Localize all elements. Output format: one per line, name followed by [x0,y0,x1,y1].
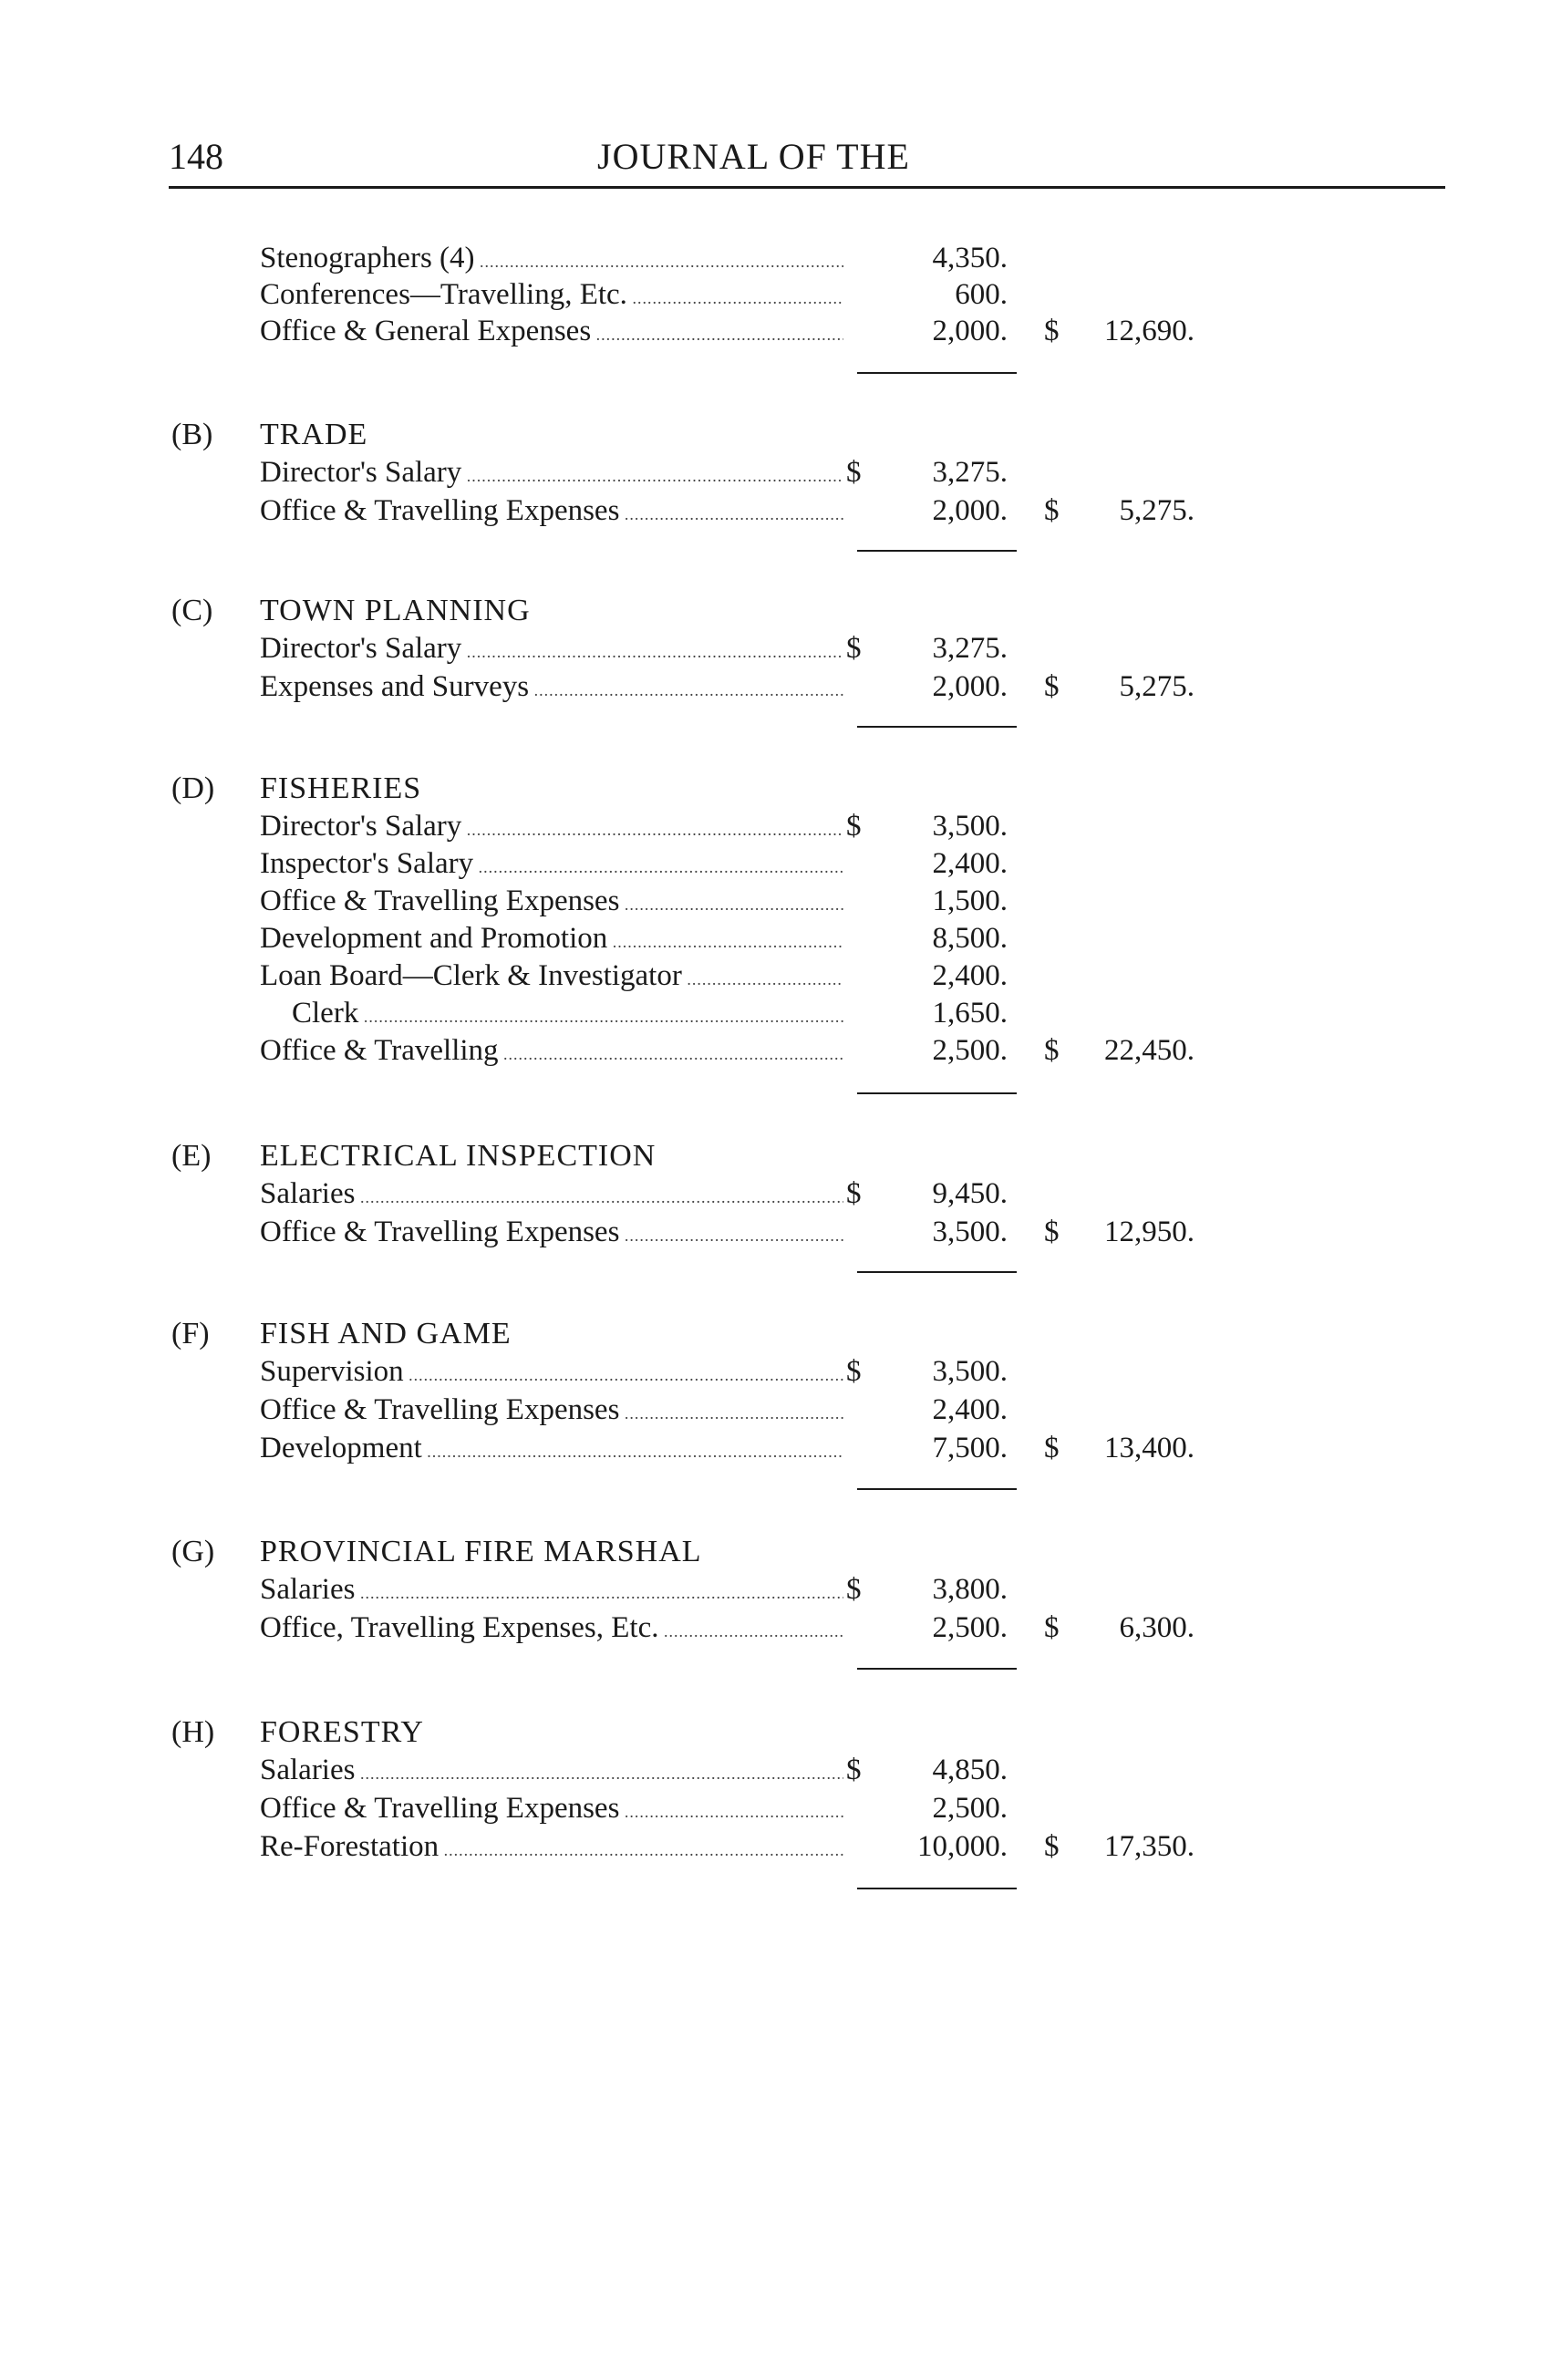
budget-row [0,453,1541,492]
row-amount: 2,400. [932,1393,1008,1426]
row-amount: 2,000. [932,494,1008,527]
budget-row [0,312,1541,350]
section-heading [0,591,1541,631]
row-label: Conferences—Travelling, Etc. ..... [260,275,843,317]
row-amount: 2,500. [932,1034,1008,1067]
row-label: Salaries ..... [260,1174,843,1216]
row-label: Director's Salary ..... [260,453,843,495]
section-heading [0,1532,1541,1572]
section-title: TOWN PLANNING [260,594,531,627]
section-heading [0,1136,1541,1176]
row-amount: 3,500. [932,1355,1008,1388]
section-title: ELECTRICAL INSPECTION [260,1139,657,1173]
row-label: Development and Promotion ..... [260,919,843,961]
row-label: Office & Travelling Expenses ..... [260,882,843,924]
subtotal-rule [857,1092,1017,1094]
row-amount: 2,400. [932,847,1008,880]
row-total-dollar: $ [1044,1611,1060,1644]
row-dollar: $ [846,456,862,489]
row-label: Office & Travelling Expenses ..... [260,1213,843,1255]
section-letter: (C) [171,594,213,627]
row-total: 22,450. [1104,1034,1195,1067]
budget-row [0,239,1541,277]
row-amount: 3,500. [932,810,1008,843]
row-dollar: $ [846,1177,862,1210]
row-total: 5,275. [1119,670,1195,703]
row-total: 12,690. [1104,315,1195,347]
row-total-dollar: $ [1044,670,1060,703]
row-label: Director's Salary ..... [260,629,843,671]
budget-row [0,994,1541,1032]
section-letter: (F) [171,1317,210,1350]
budget-row [0,1789,1541,1827]
row-total-dollar: $ [1044,494,1060,527]
subtotal-rule [857,372,1017,374]
row-total-dollar: $ [1044,1216,1060,1248]
row-label: Director's Salary ..... [260,807,843,849]
budget-row [0,957,1541,995]
budget-row [0,1751,1541,1789]
row-dollar: $ [846,810,862,843]
row-amount: 8,500. [932,922,1008,955]
budget-row [0,1213,1541,1251]
section-letter: (D) [171,771,215,805]
row-label: Office & General Expenses ..... [260,312,843,354]
budget-row [0,844,1541,883]
row-label: Supervision ..... [260,1352,843,1394]
budget-row [0,492,1541,530]
budget-row [0,919,1541,957]
row-total-dollar: $ [1044,1830,1060,1863]
row-amount: 3,275. [932,456,1008,489]
row-amount: 3,800. [932,1573,1008,1606]
section-letter: (G) [171,1535,215,1568]
row-dollar: $ [846,632,862,665]
budget-row [0,1827,1541,1866]
row-amount: 3,500. [932,1216,1008,1248]
row-amount: 9,450. [932,1177,1008,1210]
section-letter: (B) [171,418,213,451]
row-amount: 1,650. [932,997,1008,1030]
row-amount: 2,400. [932,959,1008,992]
budget-row [0,1352,1541,1391]
budget-row [0,1570,1541,1609]
row-amount: 4,850. [932,1754,1008,1786]
budget-row [0,629,1541,667]
budget-row [0,1031,1541,1070]
budget-row [0,1609,1541,1647]
subtotal-rule [857,1271,1017,1273]
subtotal-rule [857,550,1017,552]
row-dollar: $ [846,1355,862,1388]
page-number: 148 [169,136,223,177]
subtotal-rule [857,1488,1017,1490]
row-label: Development ..... [260,1429,843,1471]
subtotal-rule [857,1888,1017,1889]
row-amount: 3,275. [932,632,1008,665]
row-amount: 7,500. [932,1432,1008,1464]
section-letter: (E) [171,1139,212,1173]
section-title: PROVINCIAL FIRE MARSHAL [260,1535,702,1568]
budget-row [0,667,1541,706]
row-amount: 600. [955,278,1008,311]
row-label: Office & Travelling ..... [260,1031,843,1073]
row-total: 17,350. [1104,1830,1195,1863]
row-amount: 2,500. [932,1611,1008,1644]
row-label: Salaries ..... [260,1751,843,1793]
row-amount: 1,500. [932,885,1008,917]
row-total: 12,950. [1104,1216,1195,1248]
row-label: Clerk ..... [292,994,843,1036]
section-heading [0,769,1541,809]
budget-row [0,1391,1541,1429]
row-amount: 10,000. [917,1830,1008,1863]
row-total: 6,300. [1119,1611,1195,1644]
row-amount: 2,500. [932,1792,1008,1825]
row-amount: 2,000. [932,670,1008,703]
budget-row [0,807,1541,845]
running-title: JOURNAL OF THE [597,136,910,177]
section-title: FISH AND GAME [260,1317,512,1350]
row-label: Loan Board—Clerk & Investigator ..... [260,957,843,999]
row-amount: 4,350. [932,242,1008,274]
budget-row [0,1174,1541,1213]
row-dollar: $ [846,1573,862,1606]
section-heading [0,1314,1541,1354]
subtotal-rule [857,1668,1017,1670]
subtotal-rule [857,726,1017,728]
row-label: Salaries ..... [260,1570,843,1612]
row-label: Expenses and Surveys ..... [260,667,843,709]
row-dollar: $ [846,1754,862,1786]
row-amount: 2,000. [932,315,1008,347]
section-heading [0,415,1541,455]
row-label: Re-Forestation ..... [260,1827,843,1869]
row-total: 13,400. [1104,1432,1195,1464]
budget-row [0,1429,1541,1467]
row-total-dollar: $ [1044,315,1060,347]
budget-row [0,275,1541,314]
section-title: FORESTRY [260,1715,424,1749]
row-label: Office & Travelling Expenses ..... [260,1789,843,1831]
row-total: 5,275. [1119,494,1195,527]
row-label: Office & Travelling Expenses ..... [260,492,843,533]
row-label: Office & Travelling Expenses ..... [260,1391,843,1433]
section-title: FISHERIES [260,771,422,805]
row-label: Inspector's Salary ..... [260,844,843,886]
row-total-dollar: $ [1044,1432,1060,1464]
row-label: Office, Travelling Expenses, Etc. ..... [260,1609,843,1650]
section-letter: (H) [171,1715,215,1749]
section-heading [0,1713,1541,1753]
row-total-dollar: $ [1044,1034,1060,1067]
row-label: Stenographers (4) ..... [260,239,843,281]
section-title: TRADE [260,418,368,451]
budget-row [0,882,1541,920]
